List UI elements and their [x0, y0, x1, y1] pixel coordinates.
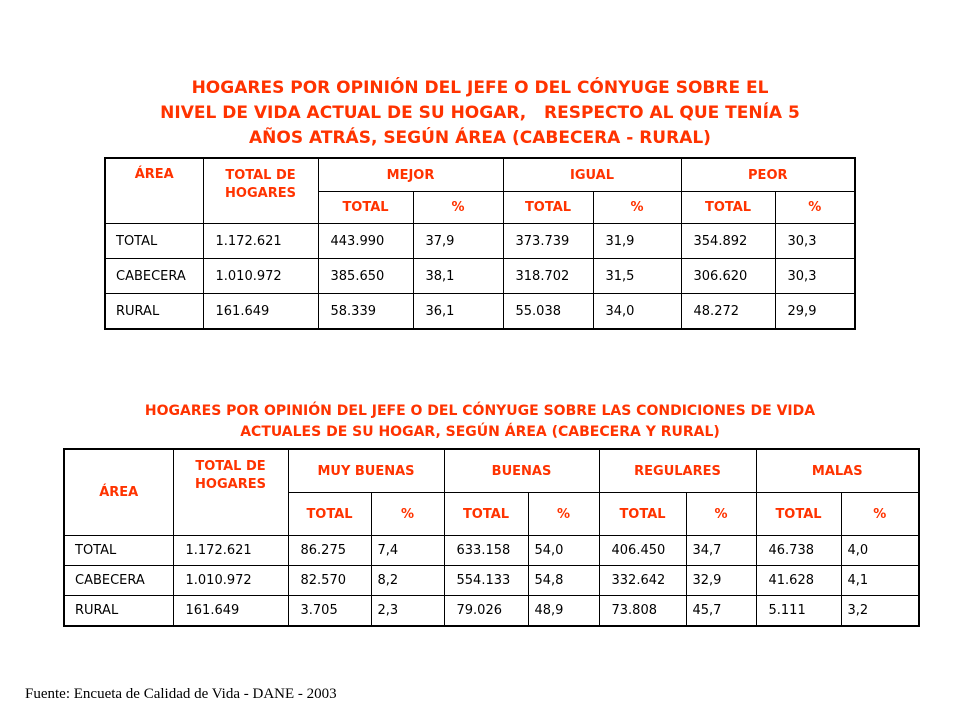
- table1-cell: 38,1: [413, 259, 503, 294]
- table2-header-regulares: REGULARES: [599, 449, 756, 493]
- table1-cell: 30,3: [775, 224, 855, 259]
- table1-cell: 36,1: [413, 294, 503, 330]
- table1-cell: 161.649: [203, 294, 318, 330]
- table1-header-total-hogares: TOTAL DE HOGARES: [203, 158, 318, 224]
- table-row: [105, 259, 855, 294]
- source-note: Fuente: Encueta de Calidad de Vida - DANE - 2003: [25, 686, 337, 702]
- table1-cell: 55.038: [503, 294, 593, 330]
- table1-sub-pct: %: [413, 192, 503, 224]
- table-nivel-de-vida: [104, 157, 856, 330]
- table2-cell: TOTAL: [64, 536, 173, 566]
- table2-cell: 45,7: [686, 596, 756, 627]
- table1-cell: CABECERA: [105, 259, 203, 294]
- table2-cell: 633.158: [444, 536, 528, 566]
- table-row: [64, 536, 919, 566]
- table1-cell: 306.620: [681, 259, 775, 294]
- table2-cell: 41.628: [756, 566, 841, 596]
- title1-line1: HOGARES POR OPINIÓN DEL JEFE O DEL CÓNYUGE SOBRE EL: [191, 78, 769, 98]
- table2-sub-pct: %: [528, 493, 599, 536]
- table1-cell: 443.990: [318, 224, 413, 259]
- table1-sub-total: TOTAL: [503, 192, 593, 224]
- title2-line1: HOGARES POR OPINIÓN DEL JEFE O DEL CÓNYUGE SOBRE LAS CONDICIONES DE VIDA: [144, 403, 816, 419]
- table1-header-igual: IGUAL: [503, 158, 681, 192]
- table1-cell: 48.272: [681, 294, 775, 330]
- table1-sub-pct: %: [775, 192, 855, 224]
- table2-sub-total: TOTAL: [288, 493, 371, 536]
- table2-cell: 73.808: [599, 596, 686, 627]
- table1-cell: 318.702: [503, 259, 593, 294]
- table2-cell: 3,2: [841, 596, 919, 627]
- table1-sub-pct: %: [593, 192, 681, 224]
- table1-header-row: [105, 158, 855, 192]
- table2-cell: 8,2: [371, 566, 444, 596]
- title-nivel-de-vida: [100, 76, 860, 151]
- table2-cell: 34,7: [686, 536, 756, 566]
- table-row: [64, 596, 919, 627]
- table1-cell: 354.892: [681, 224, 775, 259]
- table2-header-total-hogares: TOTAL DE HOGARES: [173, 449, 288, 536]
- table1-cell: RURAL: [105, 294, 203, 330]
- table2-cell: 332.642: [599, 566, 686, 596]
- table2-cell: 406.450: [599, 536, 686, 566]
- table2-sub-total: TOTAL: [599, 493, 686, 536]
- table1-cell: 31,9: [593, 224, 681, 259]
- table1-header-area: ÁREA: [105, 158, 203, 224]
- table-row: [105, 224, 855, 259]
- table2-cell: 1.172.621: [173, 536, 288, 566]
- table2-cell: 82.570: [288, 566, 371, 596]
- table2-cell: 3.705: [288, 596, 371, 627]
- table-row: [105, 294, 855, 330]
- table2-cell: 54,0: [528, 536, 599, 566]
- table1-cell: 34,0: [593, 294, 681, 330]
- table1-cell: 385.650: [318, 259, 413, 294]
- table2-header-area: ÁREA: [64, 449, 173, 536]
- title1-line3: AÑOS ATRÁS, SEGÚN ÁREA (CABECERA - RURAL): [249, 128, 711, 148]
- table2-cell: 32,9: [686, 566, 756, 596]
- table1-header-peor: PEOR: [681, 158, 855, 192]
- table2-sub-pct: %: [841, 493, 919, 536]
- table2-cell: 79.026: [444, 596, 528, 627]
- table2-cell: 4,1: [841, 566, 919, 596]
- table2-header-malas: MALAS: [756, 449, 919, 493]
- title2-line2: ACTUALES DE SU HOGAR, SEGÚN ÁREA (CABECERA Y RURAL): [240, 424, 720, 440]
- title1-line2: NIVEL DE VIDA ACTUAL DE SU HOGAR, RESPECTO AL QUE TENÍA 5: [160, 103, 800, 123]
- table2-cell: 48,9: [528, 596, 599, 627]
- table2-header-muy-buenas: MUY BUENAS: [288, 449, 444, 493]
- table2-cell: 5.111: [756, 596, 841, 627]
- title-condiciones-de-vida: [60, 401, 900, 443]
- table2-sub-pct: %: [371, 493, 444, 536]
- table1-cell: 373.739: [503, 224, 593, 259]
- table1-cell: 58.339: [318, 294, 413, 330]
- table2-cell: 4,0: [841, 536, 919, 566]
- table-row: [64, 566, 919, 596]
- table-condiciones-de-vida: [63, 448, 920, 627]
- table2-cell: 161.649: [173, 596, 288, 627]
- table2-cell: 2,3: [371, 596, 444, 627]
- table2-cell: RURAL: [64, 596, 173, 627]
- table2-sub-pct: %: [686, 493, 756, 536]
- table2-cell: CABECERA: [64, 566, 173, 596]
- table2-cell: 1.010.972: [173, 566, 288, 596]
- table2-cell: 7,4: [371, 536, 444, 566]
- table2-header-row: [64, 449, 919, 493]
- table2-sub-total: TOTAL: [444, 493, 528, 536]
- table2-cell: 54,8: [528, 566, 599, 596]
- table2-cell: 46.738: [756, 536, 841, 566]
- table1-cell: 29,9: [775, 294, 855, 330]
- table1-cell: TOTAL: [105, 224, 203, 259]
- table1-header-mejor: MEJOR: [318, 158, 503, 192]
- table2-cell: 554.133: [444, 566, 528, 596]
- table1-sub-total: TOTAL: [318, 192, 413, 224]
- table2-cell: 86.275: [288, 536, 371, 566]
- table1-cell: 30,3: [775, 259, 855, 294]
- table1-sub-total: TOTAL: [681, 192, 775, 224]
- table1-cell: 37,9: [413, 224, 503, 259]
- table1-cell: 1.010.972: [203, 259, 318, 294]
- table1-cell: 1.172.621: [203, 224, 318, 259]
- table2-header-buenas: BUENAS: [444, 449, 599, 493]
- table1-cell: 31,5: [593, 259, 681, 294]
- table2-sub-total: TOTAL: [756, 493, 841, 536]
